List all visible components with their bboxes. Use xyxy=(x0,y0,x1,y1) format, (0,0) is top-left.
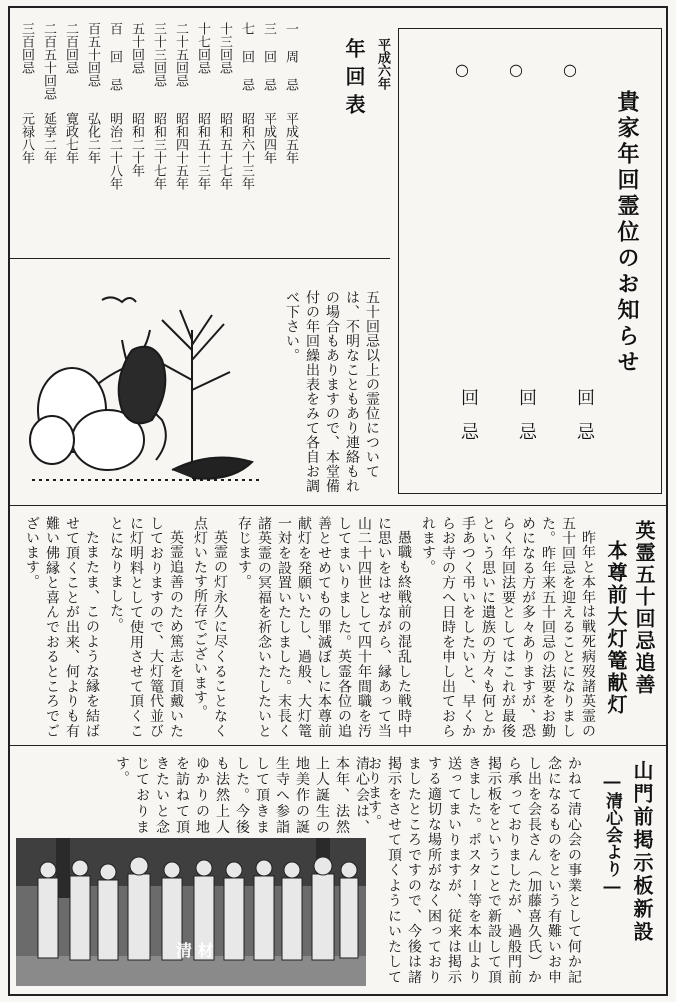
nenkai-row xyxy=(38,22,58,190)
nenkai-kai: 百五十回忌 xyxy=(85,22,100,87)
nenkai-year: 昭和二十年 xyxy=(129,112,144,177)
article2-title: 山門前掲示板新設 xyxy=(630,760,654,944)
circle-mark-1: ○ xyxy=(455,60,469,79)
article1-title-1: 英霊五十回忌追善 xyxy=(632,520,656,696)
nenkai-row xyxy=(258,22,278,190)
nenkai-row xyxy=(214,22,234,190)
article2-body: かねて清心会の事業として何か記念になるものをという有難いお申し出を会長さん（加藤喜久氏）から承っておりましたが、過般門前掲示板をということで新設して頂きました。ポスター等を本山より送ってまいりますが、従来は掲示する適切な場所がなく困っておりましたところですので、今後は諸掲示をさせて頂くようにいたしております。 xyxy=(366,756,582,984)
nenkai-year: 昭和三十七年 xyxy=(151,112,166,190)
nenkai-year: 昭和五十七年 xyxy=(217,112,232,190)
nenkai-table xyxy=(16,22,300,190)
nenkai-kai: 二十五回忌 xyxy=(173,22,188,87)
nenkai-row xyxy=(82,22,102,190)
nenkai-year: 寛政七年 xyxy=(63,112,78,164)
nenkai-kai: 二百回忌 xyxy=(63,22,78,74)
nenkai-year: 明治二十八年 xyxy=(107,112,122,190)
slot-label-2: 回忌 xyxy=(516,388,537,456)
article1-paragraph: 愚職も終戦前の混乱した戦時中に思いをはせながら、縁あって当山二十四世として四十年間職を汚してまいりました。英霊各位の追善とせめてもの罪滅ぼしに本尊前献灯を発願いたし、過般、大灯篭一対を設置いたしました。末長く諸英霊の冥福を祈念いたしたいと存じます。 xyxy=(236,516,412,738)
nenkai-year: 元禄八年 xyxy=(19,112,34,164)
divider-middle xyxy=(10,505,666,506)
divider-top xyxy=(10,258,390,259)
nenkai-kai: 三十三回忌 xyxy=(151,22,166,87)
nenkai-kai: 七 回 忌 xyxy=(239,22,254,91)
article2-subtitle: ―清心会より― xyxy=(602,772,622,897)
tree-illustration xyxy=(22,290,272,490)
article1-paragraph: たまたま、このような縁を結ばせて頂くことが出来、何よりも有難い佛縁と喜んでおるところでございます。 xyxy=(24,516,100,738)
nenkai-kai: 二百五十回忌 xyxy=(41,22,56,100)
nenkai-kai: 三 回 忌 xyxy=(261,22,276,91)
nenkai-row xyxy=(192,22,212,190)
nenkai-note: 五十回忌以上の霊位については、不明なこともあり連絡もれの場合もありますので、本堂備付の年回繰出表をみて各自お調べ下さい。 xyxy=(284,290,380,493)
nenkai-year: 平成四年 xyxy=(261,112,276,164)
article1-paragraph: 昨年と本年は戦死病歿諸英霊の五十回忌を迎えることになりました。昨年来五十回忌の法要をお勤めになる方が多々ありますが、恐らく年回法要としてはこれが最後という思いに遺族の方々も何とか手あつく弔いをしたいと、早くからお寺の方へ日時を申し出ておられます。 xyxy=(420,516,596,738)
article1-paragraph: 英霊追善のため篤志を頂戴いたしておりますので、大灯篭代並びに灯明料として使用させて頂くことになりました。 xyxy=(108,516,184,738)
nenkai-year: 弘化二年 xyxy=(85,112,100,164)
slot-label-3: 回忌 xyxy=(574,388,595,456)
nenkai-row xyxy=(60,22,80,190)
nenkai-row xyxy=(126,22,146,190)
nenkai-row xyxy=(104,22,124,190)
nenkai-row xyxy=(280,22,300,190)
nenkai-year: 昭和六十三年 xyxy=(239,112,254,190)
nenkai-kai: 百 回 忌 xyxy=(107,22,122,91)
nenkai-year: 平成五年 xyxy=(283,112,298,164)
nenkai-kai: 十七回忌 xyxy=(195,22,210,74)
notice-slots xyxy=(455,388,597,456)
slot-label-1: 回忌 xyxy=(458,388,479,456)
nenkai-year: 昭和四十五年 xyxy=(173,112,188,190)
nenkai-kai: 十三回忌 xyxy=(217,22,232,74)
circle-mark-2: ○ xyxy=(508,60,523,79)
nenkai-era: 平成六年 xyxy=(375,38,390,90)
circle-mark-3: ○ xyxy=(562,60,577,79)
nenkai-row xyxy=(170,22,190,190)
divider-lower xyxy=(10,745,666,746)
group-photo xyxy=(16,838,366,986)
nenkai-header xyxy=(340,38,392,122)
nenkai-year: 昭和五十三年 xyxy=(195,112,210,190)
article1-title-2: 本尊前大灯篭献灯 xyxy=(604,540,628,716)
notice-circles xyxy=(455,60,577,79)
nenkai-kai: 三百回忌 xyxy=(19,22,34,74)
article2-col-text: 清心会は、本年、法然上人誕生の地美作の誕生寺へ参詣して頂きました。今後も法然上人ゆかりの地を訪ねて頂きたいと念じております。 xyxy=(114,756,370,834)
photo-caption: 清 材 xyxy=(176,941,214,960)
notice-title: 貴家年回霊位のお知らせ xyxy=(614,90,640,376)
nenkai-row xyxy=(148,22,168,190)
nenkai-year: 延享二年 xyxy=(41,112,56,164)
nenkai-kai: 一 周 忌 xyxy=(283,22,298,91)
article1-body xyxy=(16,516,598,738)
nenkai-row xyxy=(16,22,36,190)
nenkai-title: 年回表 xyxy=(342,38,366,122)
nenkai-kai: 五十回忌 xyxy=(129,22,144,74)
nenkai-row xyxy=(236,22,256,190)
article1-paragraph: 英霊の灯永久に尽くることなく点灯いたす所存でございます。 xyxy=(192,516,228,738)
